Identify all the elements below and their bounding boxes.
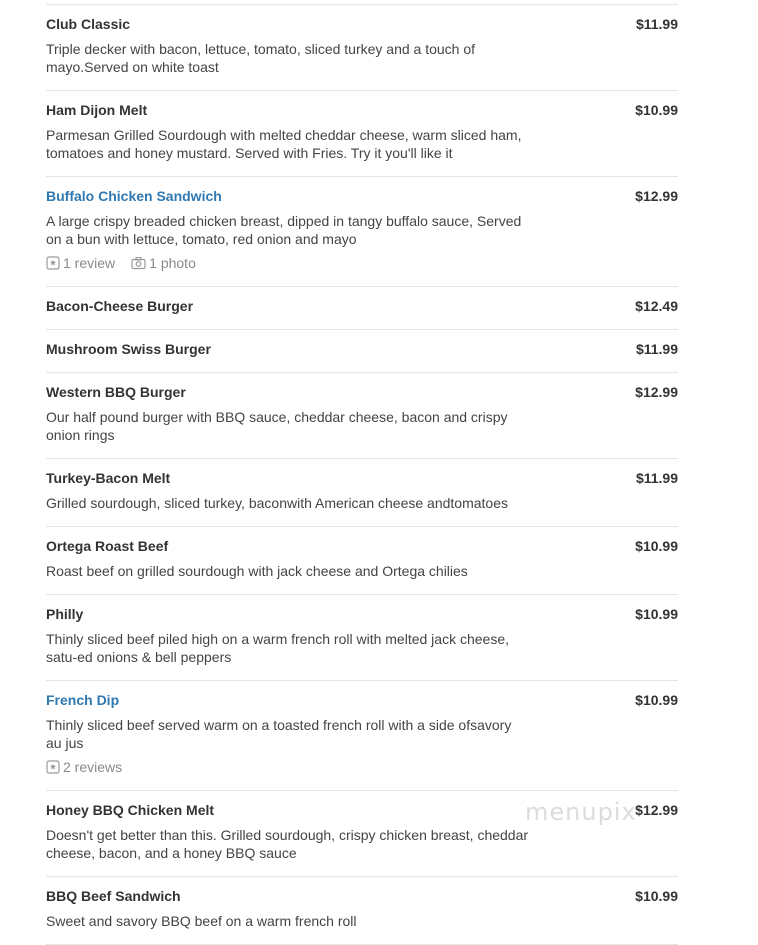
photos-count: 1 photo xyxy=(149,255,196,271)
menu-item xyxy=(46,594,678,680)
menu-item xyxy=(46,329,678,372)
menu-item-name[interactable]: French Dip xyxy=(46,692,120,708)
menu-item-description: Thinly sliced beef served warm on a toasted french roll with a side ofsavory au jus xyxy=(46,717,512,751)
menu-item-name: Ham Dijon Melt xyxy=(46,102,148,118)
menu-item-name: Turkey-Bacon Melt xyxy=(46,470,171,486)
watermark: menupix xyxy=(525,798,637,826)
menu-item-meta xyxy=(46,254,678,272)
menu-item-price: $10.99 xyxy=(635,606,678,622)
menu-item-name: Honey BBQ Chicken Melt xyxy=(46,802,215,818)
menu-item-description: Thinly sliced beef piled high on a warm french roll with melted jack cheese, satu-ed onions & bell peppers xyxy=(46,631,510,665)
menu-item-name: BBQ Beef Sandwich xyxy=(46,888,181,904)
menu-item xyxy=(46,4,678,90)
menu-item-price: $12.99 xyxy=(635,802,678,818)
menu-item-price: $10.99 xyxy=(635,692,678,708)
reviews-link[interactable] xyxy=(46,758,122,776)
menu-item-price: $11.99 xyxy=(635,470,678,486)
menu-item-description: Sweet and savory BBQ beef on a warm french roll xyxy=(46,913,357,929)
menu-item-description: Triple decker with bacon, lettuce, tomato, sliced turkey and a touch of mayo.Served on white toast xyxy=(46,41,476,75)
menu-item-description: Parmesan Grilled Sourdough with melted cheddar cheese, warm sliced ham, tomatoes and honey mustard. Served with Fries. Try it you'll like it xyxy=(46,127,522,161)
menu-item-name: Ortega Roast Beef xyxy=(46,538,169,554)
menu-item xyxy=(46,90,678,176)
menu-item-meta xyxy=(46,758,678,776)
star-box-icon xyxy=(46,256,60,270)
menu-item-price: $10.99 xyxy=(635,888,678,904)
reviews-count: 1 review xyxy=(63,255,116,271)
menu-item-price: $10.99 xyxy=(635,538,678,554)
menu-item-description: Our half pound burger with BBQ sauce, cheddar cheese, bacon and crispy onion rings xyxy=(46,409,508,443)
menu-item-name: Western BBQ Burger xyxy=(46,384,186,400)
menu-item-price: $12.49 xyxy=(635,298,678,314)
menu-item xyxy=(46,286,678,329)
menu-item xyxy=(46,458,678,526)
reviews-link[interactable] xyxy=(46,254,115,272)
menu-item-name: Bacon-Cheese Burger xyxy=(46,298,194,314)
menu-item-description: A large crispy breaded chicken breast, dipped in tangy buffalo sauce, Served on a bun with lettuce, tomato, red onion and mayo xyxy=(46,213,522,247)
menu-item xyxy=(46,876,678,944)
menu-item-price: $11.99 xyxy=(635,341,678,357)
menu-item-price: $10.99 xyxy=(635,102,678,118)
reviews-count: 2 reviews xyxy=(63,759,123,775)
menu-item-price: $11.99 xyxy=(635,16,678,32)
menu-item xyxy=(46,372,678,458)
menu-item-description: Doesn't get better than this. Grilled sourdough, crispy chicken breast, cheddar cheese, bacon, and a honey BBQ sauce xyxy=(46,827,529,861)
menu-item-name: Mushroom Swiss Burger xyxy=(46,341,211,357)
menu-item-price: $12.99 xyxy=(635,384,678,400)
menu-item-name: Club Classic xyxy=(46,16,131,32)
menu-item-description: Roast beef on grilled sourdough with jack cheese and Ortega chilies xyxy=(46,563,468,579)
menu-item[interactable] xyxy=(46,176,678,286)
menu-item-name: Philly xyxy=(46,606,84,622)
camera-icon xyxy=(131,256,146,270)
menu-item-name[interactable]: Buffalo Chicken Sandwich xyxy=(46,188,222,204)
photos-link[interactable] xyxy=(131,254,196,272)
star-box-icon xyxy=(46,760,60,774)
menu-item[interactable] xyxy=(46,680,678,790)
menu-item xyxy=(46,526,678,594)
menu-item-price: $12.99 xyxy=(635,188,678,204)
menu-item-description: Grilled sourdough, sliced turkey, baconwith American cheese andtomatoes xyxy=(46,495,508,511)
